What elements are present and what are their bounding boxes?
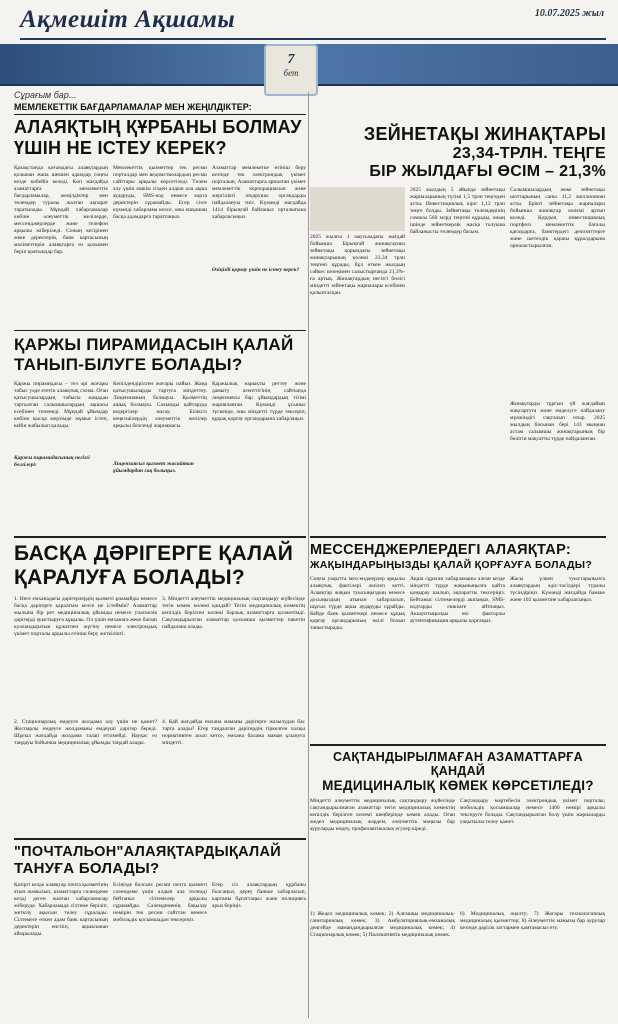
article-body: 2025 жылғы 1 маусымдағы жағдай бойынша Бірыңғай жинақтаушы зейнетақы қорындағы зейнетақы жинақтарының көлемі 23,34 трлн теңгені құрады, бұл өткен жылдың сәйкес кезеңімен салыстырғанда 21,3%-ға артық. Жинақтардың негізгі бөлігі міндетті зейнетақы жарналары есебінен қалыптасқан. [310,234,405,296]
article-body: 4. Қай жағдайда емхана маманы дәрігерге жазылудан бас тарта алады? Егер таңдалған дәрігердің тіркелген халқы нормативтен асып кетсе, емхана балама маман ұсынуға міндетті. [162,719,305,746]
headline-line-2: ҮШІН НЕ ІСТЕУ КЕРЕК? [14,138,227,158]
article-other-doctor [14,536,306,836]
page-badge [264,44,318,96]
divider [14,330,306,331]
article-body: Қаржылық нарықты реттеу және дамыту агенттігінің сайтында лицензиясы бар ұйымдардың тізімі жарияланған. Күмәнді ұсыныс түскенде, оны міндетті түрде тексеріп, құқық қорғау органдарына хабарлаңыз. [212,381,306,422]
headline-line-1: "ПОЧТАЛЬОН"АЛАЯҚТАРДЫҚАЛАЙ [14,844,282,860]
qa-label: Өзіңізді қорғау үшін не істеу керек? [212,267,300,273]
article-body: Салымшылардың жеке зейнетақы шоттарының саны 11,2 миллионнан асты. Ерікті зейнетақы жарналары бойынша жинақтар көлемі артып келеді. Қордың инвестициялық портфелі мемлекеттік бағалы қағаздарға, банктердегі депозиттерге және шетелдік қаржы құралдарына орналастырылған. [510,187,605,249]
article-body: 1. Неге емханадағы дәрігерлердің қызметі ұнамайды немесе басқа дәрігерге қаралғым келсе не істеймін? Азаматтар жылына бір рет медициналық ұйымды немесе учаскелік дәрігерді ауыстыруға құқылы. Ол үшін емханаға жеке басын куәландыратын құжатпен жүгіну немесе электрондық үкімет порталы арқылы өтініш беру жеткілікті. [14,596,157,637]
headline-line-3: БІР ЖЫЛДАҒЫ ӨСІМ – 21,3% [369,163,606,180]
article-body: Қаржы пирамидасы – тез әрі жоғары табыс уәде ететін алаяқтық схема. Оған қатысушылардың табысы жаңадан тартылған салымшылардың ақшасы есебінен төленеді. Мұндай ұйымдар көбіне қысқа мерзімде жұмыс істеп, кейін жабылып қалады. [14,381,108,429]
article-messenger-scams [310,536,606,740]
divider [14,838,306,840]
article-body: Кепілдендірілген жоғары пайыз. Жаңа қатысушыларды тартуға міндеттеу. Лицензияның болмауы. Қызметтің ашық болмауы. Салымды қайтаруда кедергілер жасау. Біліксіз кеңесшілердің әлеуметтік желілер арқылы белсенді жарнамасы. [113,381,207,429]
article-body: Соңғы уақытта мессенджерлер арқылы алаяқтық фактілері жиілеп кетті. Алаяқтар жақын туысыңыздың немесе досыңыздың атынан хабарласып, шұғыл түрде ақша аударуды сұрайды. Кейде банк қызметкері немесе құқық қорғау органдарының өкілі болып таныстырады. [310,576,405,631]
newspaper-title: Ақмешіт Ақшамы [20,6,236,33]
section-subhead: Лицензиясыз қызмет жасайтын ұйымдардан сақ болыңыз. [113,461,194,474]
headline-line-2: 23,34-ТРЛН. ТЕҢГЕ [452,145,606,162]
divider [14,536,306,538]
article-body: Міндетті әлеуметтік медициналық сақтандыру жүйесінде сақтандырылмаған азаматтар тегін медициналық көмектің кепілдік берілген көлемі шеңберінде көмек алады. Оған жедел медициналық жәрдем, әлеуметтік маңызы бар ауруларды емдеу, профилактикалық егулер кіреді. [310,798,455,832]
headline-line-1: МЕССЕНДЖЕРЛЕРДЕГІ АЛАЯҚТАР: [310,542,571,558]
headline-line-1: САҚТАНДЫРЫЛМАҒАН АЗАМАТТАРҒА ҚАНДАЙ [333,750,583,778]
article-body: 2025 жылдың 5 айында зейнетақы жарналарының түсімі 1,5 трлн теңгеден асты. Инвестициялық кіріс 1,12 трлн теңге болды. Зейнетақы төлемдерінің сомасы 560 млрд теңгені құрады, оның ішінде зейнеткерлік жасқа толуына байланысты төлемдер басым. [410,187,505,235]
headline-line-1: БАСҚА ДӘРІГЕРГЕ ҚАЛАЙ [14,542,294,565]
article-body: Егер сіз алаяқтардың құрбаны болсаңыз, дереу банкке хабарласып, картаны бұғаттаңыз және полицияға арыз беріңіз. [212,882,306,909]
divider [310,744,606,746]
article-body: 2. Стационарлық емдеуге жолдама алу үшін не қажет? Жоспарлы емдеуге жолдаманы емдеуші дәрігер береді. Шұғыл жағдайда жолдама талап етілмейді. Науқас өз таңдауы бойынша медициналық ұйымды таңдай алады. [14,719,157,746]
masthead-rule [20,38,606,40]
article-body: Ақша сұраған хабарламаны алған кезде міндетті түрде жақыныңызға қайта қоңырау шалып, ақпаратты тексеріңіз. Бейтаныс сілтемелерді ашпаңыз, SMS-кодтарды ешкімге айтпаңыз. Аккаунтыңызды екі факторлы аутентификация арқылы қорғаңыз. [410,576,505,624]
masthead [0,0,618,86]
divider [310,536,606,538]
page-word: бет [283,68,299,78]
article-scam-victim [14,90,306,326]
page-number: 7 [287,52,295,67]
headline-line-2: МЕДИЦИНАЛЫҚ КӨМЕК КӨРСЕТІЛЕДІ? [322,778,594,793]
issue-date: 10.07.2025 жыл [534,8,604,19]
section-subhead: Қаржы пирамидасының негізгі белгілері: [14,455,90,468]
article-pension-savings [310,124,606,532]
headline-line-1: АЛАЯҚТЫҢ ҚҰРБАНЫ БОЛМАУ [14,117,302,137]
column-divider [308,92,309,1018]
headline-line-2: ЖАҚЫНДАРЫҢЫЗДЫ ҚАЛАЙ ҚОРҒАУҒА БОЛАДЫ? [310,559,593,571]
article-body: 1) Жедел медициналық көмек; 2) Алғашқы медициналық-санитариялық көмек; 3) Амбулаториялық-емханалық деңгейде мамандандырылған медициналық көмек; 4) Стационарлық көмек; 5) Паллиативтік медициналық көмек. [310,911,455,938]
article-body: Қазіргі кезде алаяқтар почта қызметінің атын жамылып, азаматтарға сәлемдеме келді деген жалған хабарламалар жіберуде. Хабарламада сілтеме беріліп, жеткізу ақысын төлеу сұралады. Сілтемеге өткен адам банк картасының деректерін енгізіп, ақшасынан айырылады. [14,882,108,937]
article-uninsured-care [310,744,606,1020]
article-photo [310,187,405,231]
article-body: Қазақстанда қоғамдағы алаяқтардың қолынан жапа шеккен адамдар соңғы кезде көбейіп келеді. Көп жағдайда азаматтарға мемлекеттік бағдарламалар, жеңілдіктер мен төлемдер туралы жалған ақпарат таратылады. Мұндай хабарламалар көбіне әлеуметтік желілерде, мессенджерлерде және телефон арқылы жіберіледі. Соның кесірінен жеке деректерін, банк картасының мәліметтерін алаяқтарға өз қолымен беріп қоятындар бар. [14,165,108,255]
article-body: Сақтандыру мәртебесін электрондық үкімет порталы, мобильдік қосымшалар немесе 1406 нөмірі арқылы тексеруге болады. Сақтандырылған болу үшін жарналарды уақытылы төлеу қажет. [460,798,605,825]
article-postman-scams [14,838,306,1020]
article-body: Жинақтарды тұрғын үй жағдайын жақсартуға және емделуге пайдалану мүмкіндігі сақталып отыр. 2025 жылдың басынан бері 143 мыңнан астам салымшы жинақтарының бір бөлігін мақсатты түрде пайдаланған. [510,401,605,442]
article-body: 6) Медициналық оңалту; 7) Жоғары технологиялық медициналық қызметтер; 8) Әлеуметтік маңызы бар аурулар кезінде дәрілік заттармен қамтамасыз ету. [460,911,605,931]
article-body: Азаматтар мемлекетке өтініш беру кезінде тек электрондық үкімет порталын, Азаматтарға арналған үкімет мемлекеттік корпорациясын және жергілікті атқарушы органдарды пайдалануы тиіс. Күмәнді жағдайда 1414 бірыңғай байланыс орталығына хабарласыңыз. [212,165,306,220]
headline-line-1: ЗЕЙНЕТАҚЫ ЖИНАҚТАРЫ [363,124,606,144]
article-subhead: МЕМЛЕКЕТТІК БАҒДАРЛАМАЛАР МЕН ЖЕҢІЛДІКТЕР: [14,102,252,112]
article-body: Жасы үлкен туыстарыңызға алаяқтардың әдіс-тәсілдері туралы түсіндіріңіз. Күмәнді жағдайда банкке және 102 қызметіне хабарласыңыз. [510,576,605,603]
headline-line-2: ҚАРАЛУҒА БОЛАДЫ? [14,566,246,589]
article-financial-pyramid [14,330,306,530]
article-body: Мемлекеттік қызметтер тек ресми порталдар мен ведомстволардың ресми сайттары арқылы көрсетіледі. Төлем алу үшін ешкім сізден алдын ала ақша аударуды, SMS-код немесе карта деректерін сұрамайды. Егер сізге күмәнді хабарлама келсе, оны ешқашан басқа адамдарға таратпаңыз. [113,165,207,220]
headline-line-2: ТАНЫП-БІЛУГЕ БОЛАДЫ? [14,355,243,374]
article-body: 3. Міндетті әлеуметтік медициналық сақтандыру жүйесінде тегін көмек көлемі қандай? Тегін медициналық көмектің кепілдік берілген көлемі барлық азаматтарға қолжетімді. Сақтандырылған азаматтар қосымша қызметтер пакетін пайдалана алады. [162,596,305,630]
divider [14,114,306,115]
headline-line-1: ҚАРЖЫ ПИРАМИДАСЫН ҚАЛАЙ [14,335,294,354]
headline-line-2: ТАНУҒА БОЛАДЫ? [14,860,160,877]
article-kicker: Сұрағым бар... [14,90,77,100]
article-body: Есіңізде болсын: ресми почта қызметі сәлемдеме үшін алдын ала төлемді бейтаныс сілтемелер арқылы сұрамайды. Сәлемдеменің бақылау нөмірін тек ресми сайттан немесе мобильдік қосымшадан тексеріңіз. [113,882,207,923]
